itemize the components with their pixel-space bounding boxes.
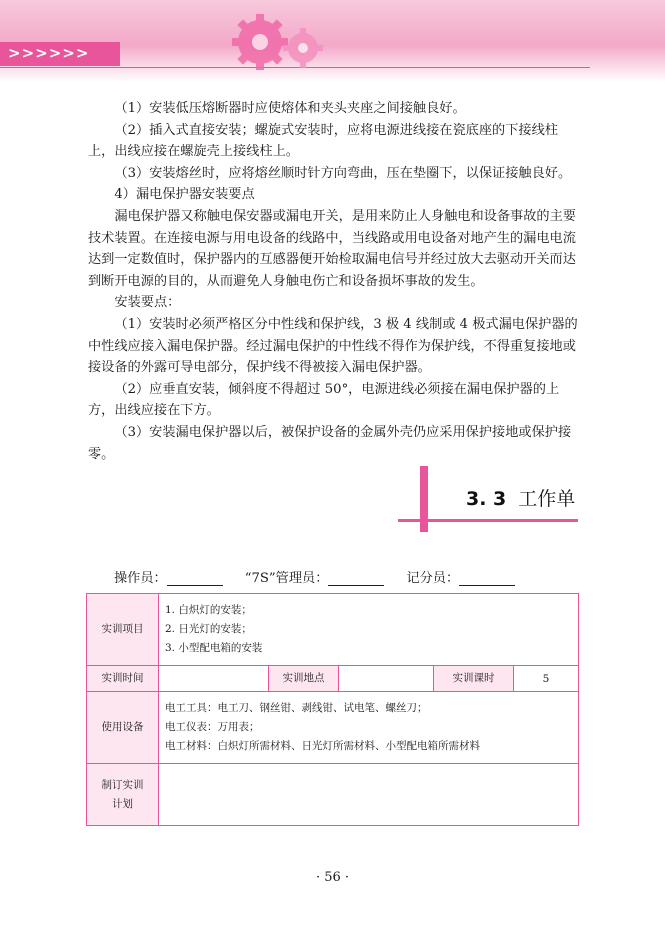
paragraph: （2）插入式直接安装；螺旋式安装时，应将电源进线接在瓷底座的下接线柱上，出线应接在螺旋壳上接线柱上。: [88, 122, 558, 160]
manager-label: “7S”管理员：: [244, 571, 329, 586]
paragraph: 漏电保护器又称触电保安器或漏电开关，是用来防止人身触电和设备事故的主要技术装置。在连接电源与用电设备的线路中，当线路或用电设备对地产生的漏电电流达到一定数值时，保护器内的互感器便开始检取漏电信号并经过放大去驱动开关而达到断开电源的目的，从而避免人身触电伤亡和设备损坏事故的发生。: [88, 208, 576, 289]
paragraph: 安装要点：: [114, 295, 181, 311]
page-number: · 56 ·: [315, 870, 350, 885]
gears-icon: [215, 4, 335, 78]
signoff-line: [114, 567, 584, 586]
equipment-label: 使用设备: [87, 692, 159, 764]
section-title: [466, 484, 575, 511]
body-text: [88, 98, 578, 465]
plan-label-line: 制订实训: [101, 778, 144, 791]
equipment-line: 电工材料：白炽灯所需材料、日光灯所需材料、小型配电箱所需材料: [165, 740, 480, 752]
plan-label: [87, 764, 159, 826]
section-vertical-bar: [420, 466, 428, 532]
paragraph: （1）安装低压熔断器时应使熔体和夹头夹座之间接触良好。: [114, 101, 466, 116]
scorer-blank[interactable]: [459, 571, 515, 586]
project-item: 2. 日光灯的安装；: [165, 623, 252, 635]
place-value[interactable]: [339, 666, 434, 692]
table-row: [87, 764, 579, 826]
section-number: 3. 3: [466, 488, 507, 510]
equipment-cell: [159, 692, 579, 764]
paragraph: （3）安装熔丝时，应将熔丝顺时针方向弯曲，压在垫圈下，以保证接触良好。: [114, 165, 572, 181]
equipment-line: 电工工具：电工刀、钢丝钳、剥线钳、试电笔、螺丝刀；: [165, 702, 428, 714]
section-title-text: 工作单: [518, 488, 576, 510]
header-chevrons: >>>>>>: [8, 44, 90, 62]
scorer-label: 记分员：: [406, 571, 460, 586]
table-row: [87, 692, 579, 764]
paragraph: （2）应垂直安装，倾斜度不得超过 50°，电源进线必须接在漏电保护器的上方，出线应接在下方。: [88, 381, 560, 419]
time-label: 实训时间: [87, 666, 159, 692]
table-row: [87, 666, 579, 692]
work-order-table: [86, 593, 579, 826]
place-label: 实训地点: [269, 666, 339, 692]
manager-blank[interactable]: [328, 571, 384, 586]
project-label: 实训项目: [87, 594, 159, 666]
plan-label-line: 计划: [112, 797, 133, 810]
subheading: 4）漏电保护器安装要点: [114, 187, 255, 203]
page-header-band: [0, 0, 665, 82]
hours-value: 5: [514, 666, 579, 692]
paragraph: （3）安装漏电保护器以后，被保护设备的金属外壳仍应采用保护接地或保护接零。: [88, 424, 572, 462]
time-value[interactable]: [159, 666, 269, 692]
project-cell: [159, 594, 579, 666]
table-row: [87, 594, 579, 666]
hours-label: 实训课时: [434, 666, 514, 692]
equipment-line: 电工仪表：万用表；: [165, 721, 260, 733]
operator-label: 操作员：: [114, 571, 167, 586]
project-item: 1. 白炽灯的安装；: [165, 604, 252, 616]
operator-blank[interactable]: [167, 571, 223, 586]
section-underline: [398, 519, 578, 522]
plan-value[interactable]: [159, 764, 579, 826]
paragraph: （1）安装时必须严格区分中性线和保护线，3 极 4 线制或 4 极式漏电保护器的中性线应接入漏电保护器。经过漏电保护的中性线不得作为保护线，不得重复接地或接设备的外露可导电部分，保护线不得被接入漏电保护器。: [88, 316, 578, 376]
project-item: 3. 小型配电箱的安装: [165, 642, 263, 654]
